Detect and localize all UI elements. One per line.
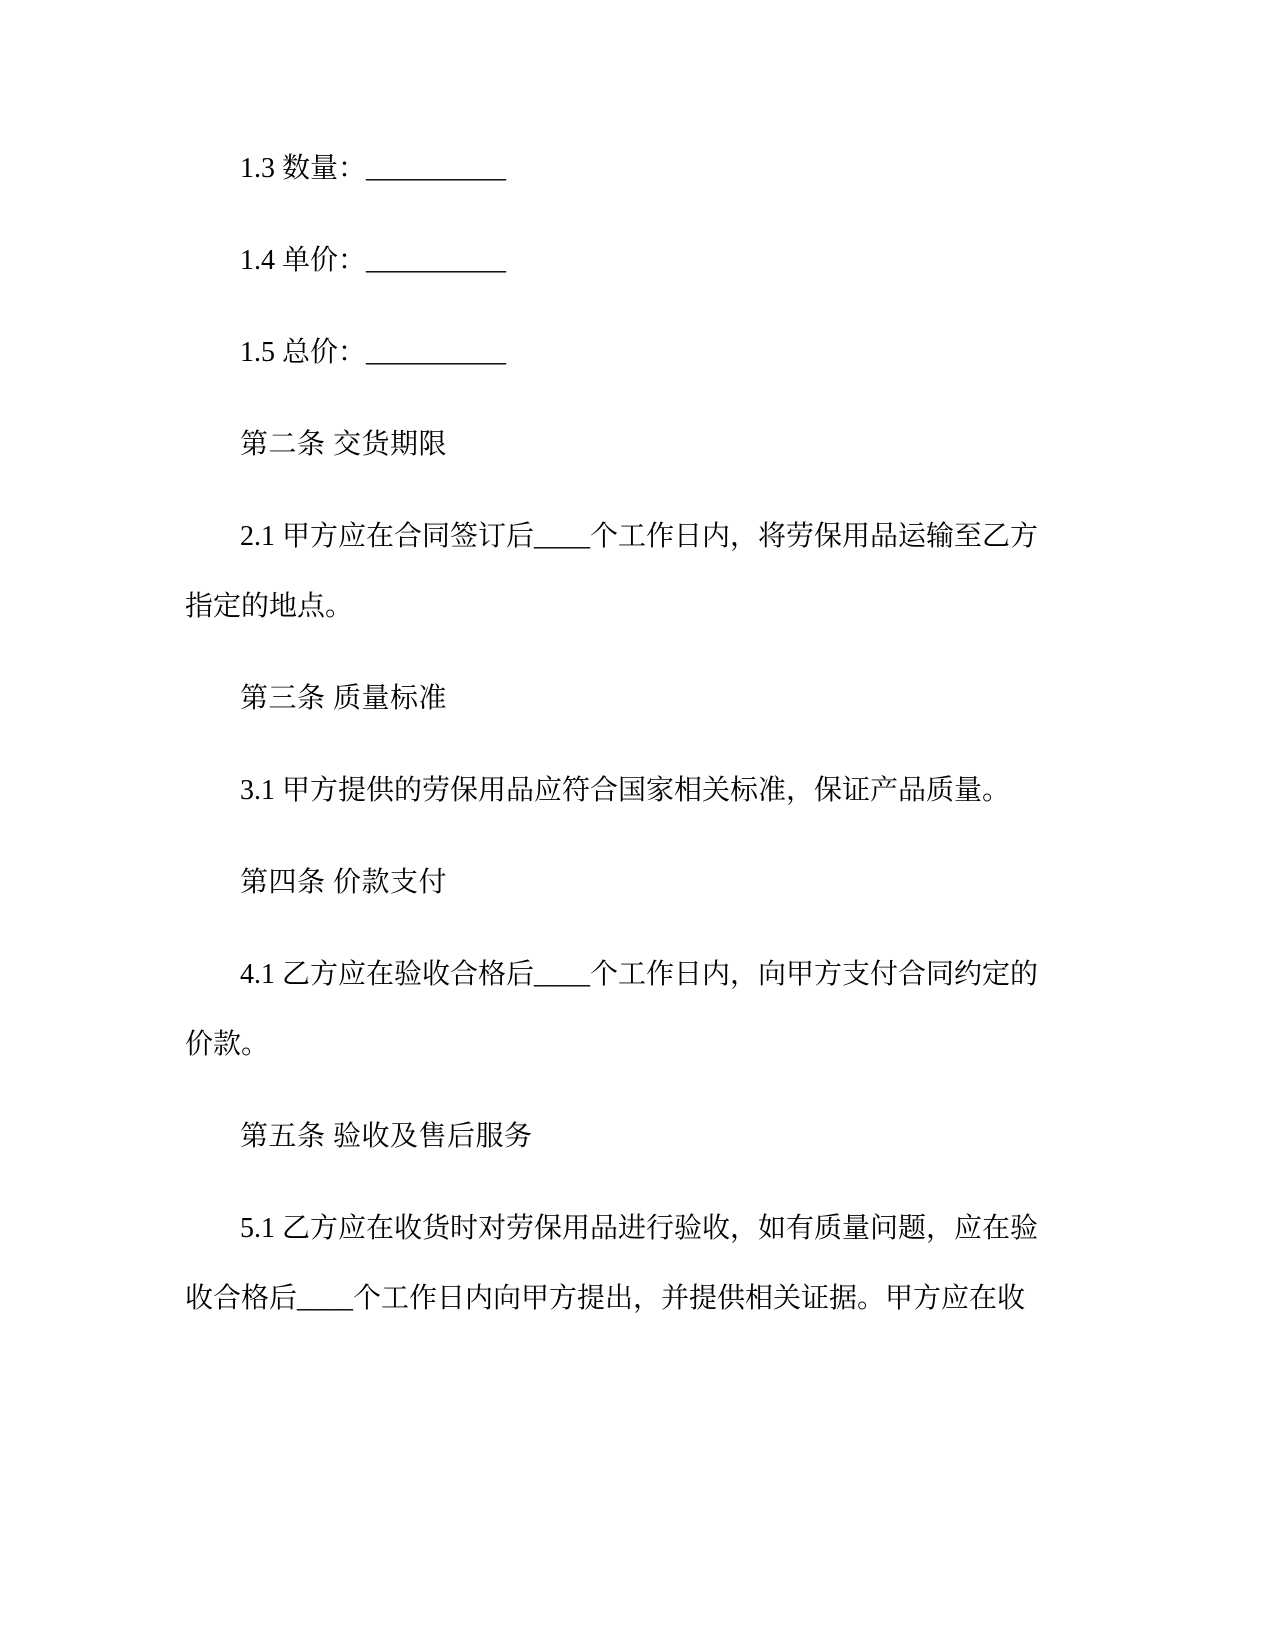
- clause-2-heading: [185, 410, 1105, 480]
- clause-5-1-paragraph: [185, 1194, 1105, 1334]
- clause-text-line: 收合格后____个工作日内向甲方提出，并提供相关证据。甲方应在收: [185, 1283, 1026, 1314]
- clause-3-1-paragraph: [185, 756, 1105, 826]
- contract-field-line: 1.5 总价：__________: [240, 337, 507, 368]
- clause-2-1-paragraph: [185, 502, 1105, 642]
- clause-heading-text: 第三条 质量标准: [240, 683, 448, 714]
- clause-5-heading: [185, 1102, 1105, 1172]
- clause-3-heading: [185, 664, 1105, 734]
- clause-text-line: 价款。: [185, 1029, 270, 1060]
- clause-heading-text: 第四条 价款支付: [240, 867, 448, 898]
- clause-heading-text: 第五条 验收及售后服务: [240, 1121, 533, 1152]
- contract-item-quantity: [185, 134, 1105, 204]
- contract-field-line: 1.3 数量：__________: [240, 153, 507, 184]
- clause-text-line: 指定的地点。: [185, 591, 354, 622]
- contract-item-total-price: [185, 318, 1105, 388]
- contract-field-line: 1.4 单价：__________: [240, 245, 507, 276]
- clause-text-line: 5.1 乙方应在收货时对劳保用品进行验收，如有质量问题，应在验: [240, 1213, 1039, 1244]
- clause-text-line: 2.1 甲方应在合同签订后____个工作日内，将劳保用品运输至乙方: [240, 521, 1039, 552]
- clause-4-heading: [185, 848, 1105, 918]
- contract-item-unit-price: [185, 226, 1105, 296]
- clause-4-1-paragraph: [185, 940, 1105, 1080]
- clause-heading-text: 第二条 交货期限: [240, 429, 448, 460]
- clause-text-line: 4.1 乙方应在验收合格后____个工作日内，向甲方支付合同约定的: [240, 959, 1039, 990]
- clause-text-line: 3.1 甲方提供的劳保用品应符合国家相关标准，保证产品质量。: [240, 775, 1011, 806]
